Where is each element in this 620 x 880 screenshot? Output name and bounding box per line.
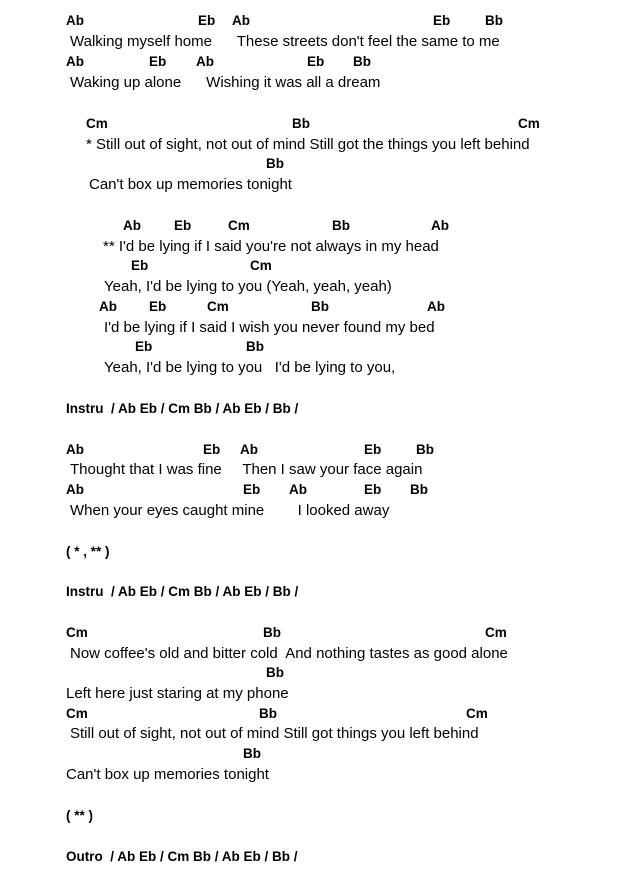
chord: Eb: [198, 13, 216, 28]
chord: Bb: [485, 13, 503, 28]
chord: Ab: [123, 218, 141, 233]
chord: Bb: [259, 706, 277, 721]
chord: Bb: [266, 156, 284, 171]
lyric-line: Yeah, I'd be lying to you I'd be lying to you,: [104, 359, 396, 376]
chord: Eb: [433, 13, 451, 28]
chord: Ab: [66, 13, 84, 28]
chord: Cm: [228, 218, 250, 233]
chord: Ab: [427, 299, 445, 314]
chord: Cm: [466, 706, 488, 721]
chord: Bb: [263, 625, 281, 640]
chord: Cm: [86, 116, 108, 131]
lyric-line: Waking up alone Wishing it was all a dream: [70, 74, 381, 91]
chord: Bb: [332, 218, 350, 233]
lyric-line: Left here just staring at my phone: [66, 685, 289, 702]
chord: Ab: [289, 482, 307, 497]
chord: Eb: [364, 482, 382, 497]
chord: Ab: [66, 54, 84, 69]
chord: Ab: [196, 54, 214, 69]
outro-line: Outro / Ab Eb / Cm Bb / Ab Eb / Bb /: [66, 849, 298, 864]
lyric-line: Still out of sight, not out of mind Still got things you left behind: [70, 725, 479, 742]
chord: Bb: [311, 299, 329, 314]
lyric-line: When your eyes caught mine I looked away: [70, 502, 390, 519]
instrumental-line: Instru / Ab Eb / Cm Bb / Ab Eb / Bb /: [66, 584, 299, 599]
chord: Eb: [174, 218, 192, 233]
chord: Bb: [416, 442, 434, 457]
chord: Cm: [66, 625, 88, 640]
chord: Eb: [131, 258, 149, 273]
chord: Eb: [149, 299, 167, 314]
chord: Bb: [246, 339, 264, 354]
lyric-line: Now coffee's old and bitter cold And nothing tastes as good alone: [70, 645, 508, 662]
lyric-line: Yeah, I'd be lying to you (Yeah, yeah, yeah): [104, 278, 392, 295]
chord: Eb: [243, 482, 261, 497]
chord: Ab: [232, 13, 250, 28]
chord: Ab: [431, 218, 449, 233]
chord: Ab: [66, 442, 84, 457]
chord: Cm: [485, 625, 507, 640]
lyric-line: ** I'd be lying if I said you're not always in my head: [103, 238, 439, 255]
chord: Bb: [266, 665, 284, 680]
lyric-line: * Still out of sight, not out of mind Still got the things you left behind: [86, 136, 530, 153]
lyric-line: Can't box up memories tonight: [66, 766, 269, 783]
chord: Bb: [292, 116, 310, 131]
chord: Ab: [240, 442, 258, 457]
chord: Ab: [66, 482, 84, 497]
lyric-line: I'd be lying if I said I wish you never found my bed: [104, 319, 435, 336]
chord: Ab: [99, 299, 117, 314]
lyric-line: Thought that I was fine Then I saw your face again: [70, 461, 423, 478]
repeat-marker: ( * , ** ): [66, 544, 110, 559]
lyric-line: Walking myself home These streets don't feel the same to me: [70, 33, 500, 50]
chord: Eb: [203, 442, 221, 457]
chord: Cm: [518, 116, 540, 131]
repeat-marker: ( ** ): [66, 808, 93, 823]
chord: Bb: [243, 746, 261, 761]
instrumental-line: Instru / Ab Eb / Cm Bb / Ab Eb / Bb /: [66, 401, 299, 416]
chord: Cm: [207, 299, 229, 314]
lyric-line: Can't box up memories tonight: [89, 176, 292, 193]
chord: Eb: [364, 442, 382, 457]
chord: Bb: [410, 482, 428, 497]
chord: Eb: [149, 54, 167, 69]
chord: Cm: [250, 258, 272, 273]
chord: Eb: [307, 54, 325, 69]
chord: Cm: [66, 706, 88, 721]
chord: Bb: [353, 54, 371, 69]
chord: Eb: [135, 339, 153, 354]
